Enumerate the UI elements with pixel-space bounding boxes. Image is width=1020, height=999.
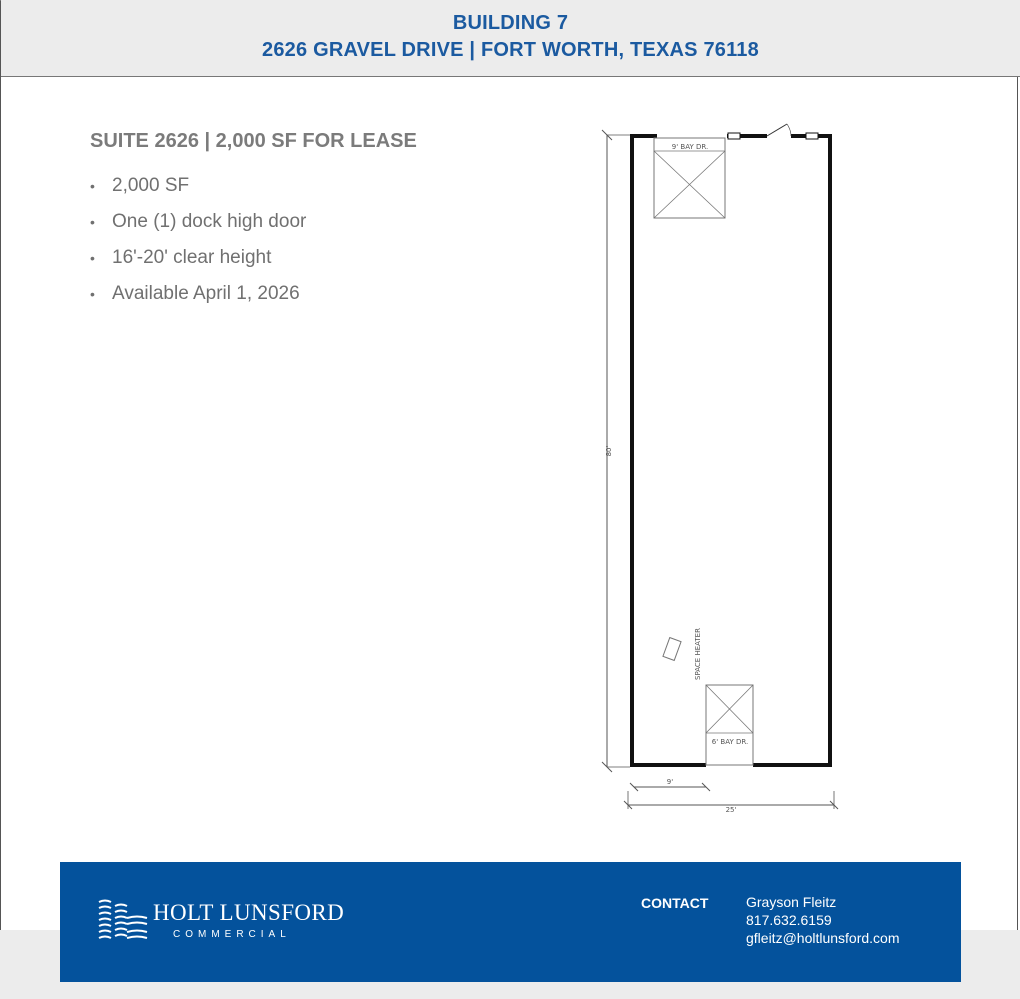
logo-subtitle: COMMERCIAL (173, 929, 291, 940)
height-dimension-label: 80' (605, 445, 613, 457)
floor-plan (590, 115, 850, 825)
contact-details (746, 893, 900, 947)
feature-text: One (1) dock high door (112, 211, 307, 232)
feature-item (90, 174, 306, 210)
logo-wordmark: HOLT LUNSFORD (153, 900, 345, 925)
building-address: 2626 GRAVEL DRIVE | FORT WORTH, TEXAS 76118 (262, 39, 759, 61)
feature-list (90, 174, 306, 318)
building-title: BUILDING 7 (452, 12, 569, 34)
bullet-icon: • (90, 250, 95, 266)
bottom-door-label: 6' BAY DR. (711, 738, 749, 746)
bullet-icon: • (90, 286, 95, 302)
feature-text: Available April 1, 2026 (112, 283, 300, 304)
holt-lunsford-logo-icon (97, 898, 149, 944)
contact-phone[interactable]: 817.632.6159 (746, 912, 832, 928)
feature-item (90, 210, 306, 246)
offset-dimension-label: 9' (666, 778, 674, 786)
heater-label: SPACE HEATER (694, 628, 702, 680)
contact-name: Grayson Fleitz (746, 894, 837, 910)
footer-banner (60, 862, 961, 982)
contact-label: CONTACT (641, 895, 709, 911)
width-dimension-label: 25' (725, 806, 737, 814)
top-bay-door (654, 138, 725, 218)
feature-item (90, 246, 306, 282)
suite-heading: SUITE 2626 | 2,000 SF FOR LEASE (90, 130, 417, 152)
top-door-label: 9' BAY DR. (671, 143, 709, 151)
bullet-icon: • (90, 214, 95, 230)
feature-text: 2,000 SF (112, 175, 190, 196)
bottom-bay-door (706, 685, 753, 765)
feature-text: 16'-20' clear height (112, 247, 272, 268)
height-dimension (602, 130, 630, 772)
feature-item (90, 282, 306, 318)
bullet-icon: • (90, 178, 95, 194)
space-heater (663, 628, 702, 680)
offset-dimension (630, 778, 710, 791)
page-header (1, 0, 1020, 77)
suite-walls (632, 124, 830, 769)
contact-email[interactable]: gfleitz@holtlunsford.com (746, 930, 900, 946)
width-dimension (624, 791, 838, 814)
